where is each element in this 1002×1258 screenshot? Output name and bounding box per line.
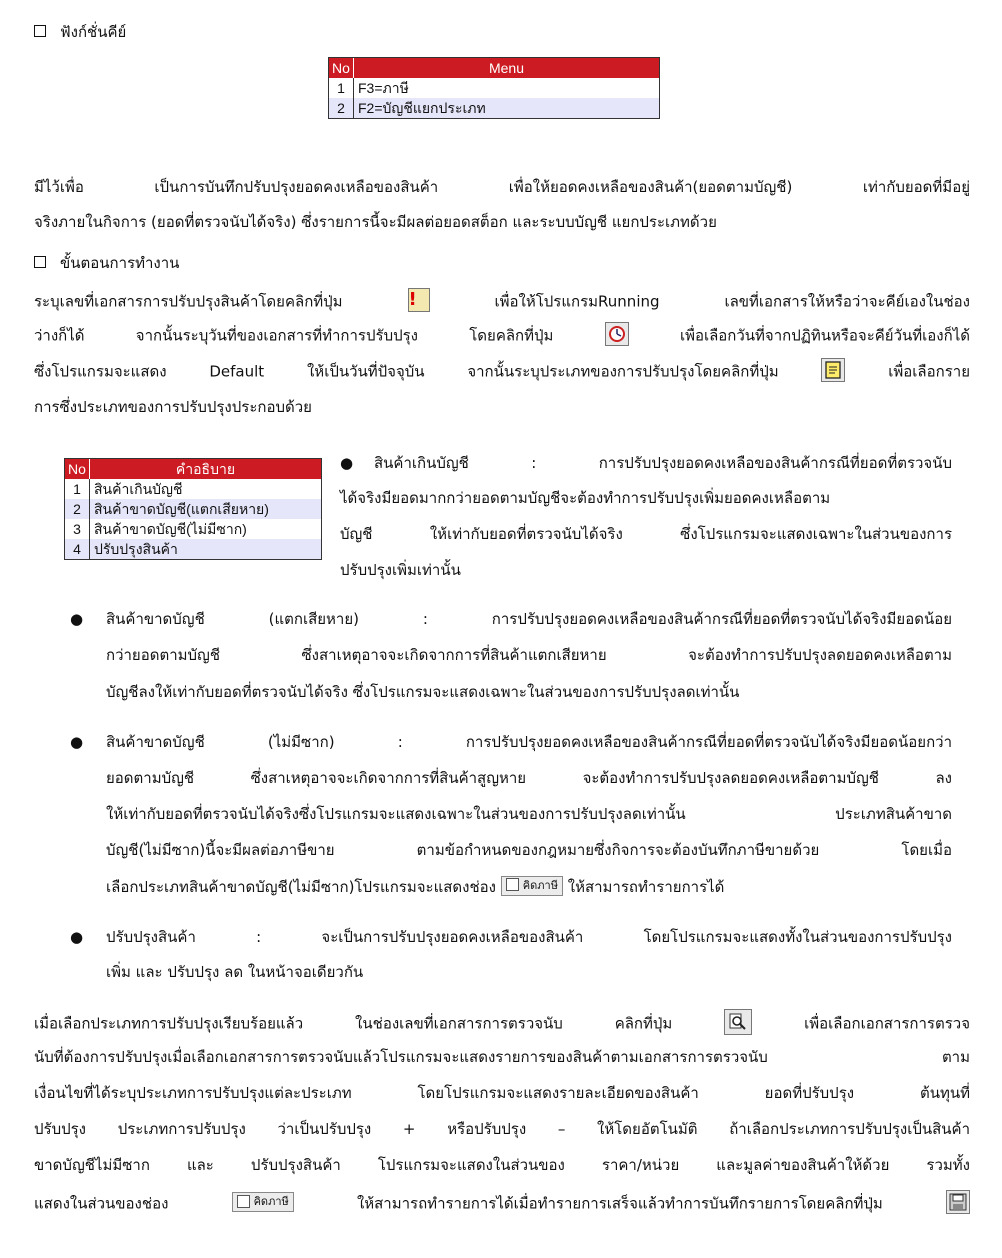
bullet-dot-icon: ● [70, 610, 84, 628]
steps-line: ระบุเลขที่เอกสารการปรับปรุงสินค้าโดยคลิกที่ปุ่ม ! เพื่อให้โปรแกรมRunning เลขที่เอกสารให้หรือว่าจะคีย์เองในช่อง [34, 289, 970, 311]
bullet-dot-icon: ● [70, 733, 84, 751]
save-button[interactable] [946, 1190, 970, 1214]
table-row[interactable]: 2 สินค้าขาดบัญชี(แตกเสียหาย) [65, 499, 321, 519]
intro-line: จริงภายในกิจการ (ยอดที่ตรวจนับได้จริง) ซึ่งรายการนี้จะมีผลต่อยอดสต็อก และระบบบัญชี แยกประเภทด้วย [34, 213, 717, 231]
bullet-text: ให้เท่ากับยอดที่ตรวจนับได้จริงซึ่งโปรแกรมจะแสดงเฉพาะในส่วนของการปรับปรุงลดเท่านั้น ประเภทสินค้าขาด [106, 805, 952, 823]
final-line: เงื่อนไขที่ได้ระบุประเภทการปรับปรุงแต่ละประเภท โดยโปรแกรมจะแสดงรายละเอียดของสินค้า ยอดที่ปรับปรุง ต้นทุนที่ [34, 1084, 970, 1102]
steps-line: ซึ่งโปรแกรมจะแสดง Default ให้เป็นวันที่ปัจจุบัน จากนั้นระบุประเภทของการปรับปรุงโดยคลิกที่ปุ่ม เพื่อเลือกราย [34, 360, 970, 384]
document-list-icon [822, 359, 844, 381]
bullet-text: บัญชี(ไม่มีซาก)นี้จะมีผลต่อภาษีขาย ตามข้อกำหนดของกฎหมายซึ่งกิจการจะต้องบันทึกภาษีขายด้วย โดยเมื่อ [106, 841, 952, 859]
steps-line: การซึ่งประเภทของการปรับปรุงประกอบด้วย [34, 398, 312, 416]
bullet-text: สินค้าเกินบัญชี : การปรับปรุงยอดคงเหลือของสินค้ากรณีที่ยอดที่ตรวจนับ [374, 454, 952, 472]
table-row[interactable]: 1 F3=ภาษี [329, 78, 659, 98]
running-number-button[interactable] [408, 288, 430, 312]
steps-line: ว่างก็ได้ จากนั้นระบุวันที่ของเอกสารที่ทำการปรับปรุง โดยคลิกที่ปุ่ม เพื่อเลือกวันที่จากปฏิทินหรือจะคีย์วันที่เองก็ได้ [34, 324, 970, 348]
bullet-text: เพิ่ม และ ปรับปรุง ลด ในหน้าจอเดียวกัน [106, 963, 364, 981]
square-bullet-icon [34, 256, 46, 268]
floppy-disk-icon [947, 1191, 969, 1213]
function-key-table [328, 57, 660, 119]
bullet-text: บัญชีลงให้เท่ากับยอดที่ตรวจนับได้จริง ซึ่งโปรแกรมจะแสดงเฉพาะในส่วนของการปรับปรุงลดเท่านั้น [106, 683, 740, 701]
bullet-text: สินค้าขาดบัญชี (แตกเสียหาย) : การปรับปรุงยอดคงเหลือของสินค้ากรณีที่ยอดที่ตรวจนับได้จริงมียอดน้อย [106, 610, 952, 628]
table-row[interactable]: 2 F2=บัญชีแยกประเภท [329, 98, 659, 118]
final-line: ปรับปรุง ประเภทการปรับปรุง ว่าเป็นปรับปรุง + หรือปรับปรุง – ให้โดยอัตโนมัติ ถ้าเลือกประเภทการปรับปรุงเป็นสินค้า [34, 1120, 970, 1138]
square-bullet-icon [34, 25, 46, 37]
section-heading-function-keys: ฟังก์ชั่นคีย์ [34, 22, 126, 42]
section-heading-steps: ขั้นตอนการทำงาน [34, 253, 179, 273]
table-row[interactable]: 3 สินค้าขาดบัญชี(ไม่มีซาก) [65, 519, 321, 539]
search-document-button[interactable] [724, 1009, 752, 1035]
table-row[interactable]: 4 ปรับปรุงสินค้า [65, 539, 321, 559]
bullet-text: ยอดตามบัญชี ซึ่งสาเหตุอาจจะเกิดจากการที่สินค้าสูญหาย จะต้องทำการปรับปรุงลดยอดคงเหลือตามบัญชี ลง [106, 769, 952, 787]
final-line: นับที่ต้องการปรับปรุงเมื่อเลือกเอกสารการตรวจนับแล้วโปรแกรมจะแสดงรายการของสินค้าตามเอกสารการตรวจนับ ตาม [34, 1048, 970, 1066]
checkbox-icon [237, 1195, 250, 1208]
table-header: No Menu [329, 58, 659, 78]
bullet-text: ปรับปรุงสินค้า : จะเป็นการปรับปรุงยอดคงเหลือของสินค้า โดยโปรแกรมจะแสดงทั้งในส่วนของการปรับปรุง [106, 928, 952, 946]
bullet-text: กว่ายอดตามบัญชี ซึ่งสาเหตุอาจจะเกิดจากการที่สินค้าแตกเสียหาย จะต้องทำการปรับปรุงลดยอดคงเหลือตาม [106, 646, 952, 664]
bullet-dot-icon: ● [70, 928, 84, 946]
bullet-text: สินค้าขาดบัญชี (ไม่มีซาก) : การปรับปรุงยอดคงเหลือของสินค้ากรณีที่ยอดที่ตรวจนับได้จริงมียอดน้อยกว่า [106, 733, 952, 751]
bullet-dot-icon: ● [340, 454, 354, 472]
adjustment-type-table [64, 458, 322, 560]
final-line: แสดงในส่วนของช่อง คิดภาษี ให้สามารถทำรายการได้เมื่อทำรายการเสร็จแล้วทำการบันทึกรายการโดยคลิกที่ปุ่ม [34, 1192, 970, 1216]
tax-checkbox[interactable]: คิดภาษี [232, 1192, 294, 1212]
bullet-text: ได้จริงมียอดมากกว่ายอดตามบัญชีจะต้องทำการปรับปรุงเพิ่มยอดคงเหลือตาม [340, 489, 831, 507]
bullet-text: ปรับปรุงเพิ่มเท่านั้น [340, 561, 461, 579]
calendar-clock-icon [606, 323, 628, 345]
checkbox-icon [506, 878, 519, 891]
table-row[interactable]: 1 สินค้าเกินบัญชี [65, 479, 321, 499]
table-header: No คำอธิบาย [65, 459, 321, 479]
magnifier-icon [725, 1010, 751, 1034]
final-line: เมื่อเลือกประเภทการปรับปรุงเรียบร้อยแล้ว ในช่องเลขที่เอกสารการตรวจนับ คลิกที่ปุ่ม เพื่อเลือกเอกสารการตรวจ [34, 1011, 970, 1037]
final-line: ขาดบัญชีไม่มีซาก และ ปรับปรุงสินค้า โปรแกรมจะแสดงในส่วนของ ราคา/หน่วย และมูลค่าของสินค้าให้ด้วย รวมทั้ง [34, 1156, 970, 1174]
bullet-text: บัญชี ให้เท่ากับยอดที่ตรวจนับได้จริง ซึ่งโปรแกรมจะแสดงเฉพาะในส่วนของการ [340, 525, 952, 543]
tax-checkbox[interactable]: คิดภาษี [501, 876, 563, 896]
exclamation-icon: ! [408, 289, 417, 310]
intro-line: มีไว้เพื่อ เป็นการบันทึกปรับปรุงยอดคงเหลือของสินค้า เพื่อให้ยอดคงเหลือของสินค้า(ยอดตามบัญชี) เท่ากับยอดที่มีอยู่ [34, 178, 970, 196]
bullet-text: เลือกประเภทสินค้าขาดบัญชี(ไม่มีซาก)โปรแกรมจะแสดงช่อง คิดภาษี ให้สามารถทำรายการได้ [106, 877, 724, 898]
calendar-button[interactable] [605, 322, 629, 346]
lookup-type-button[interactable] [821, 358, 845, 382]
